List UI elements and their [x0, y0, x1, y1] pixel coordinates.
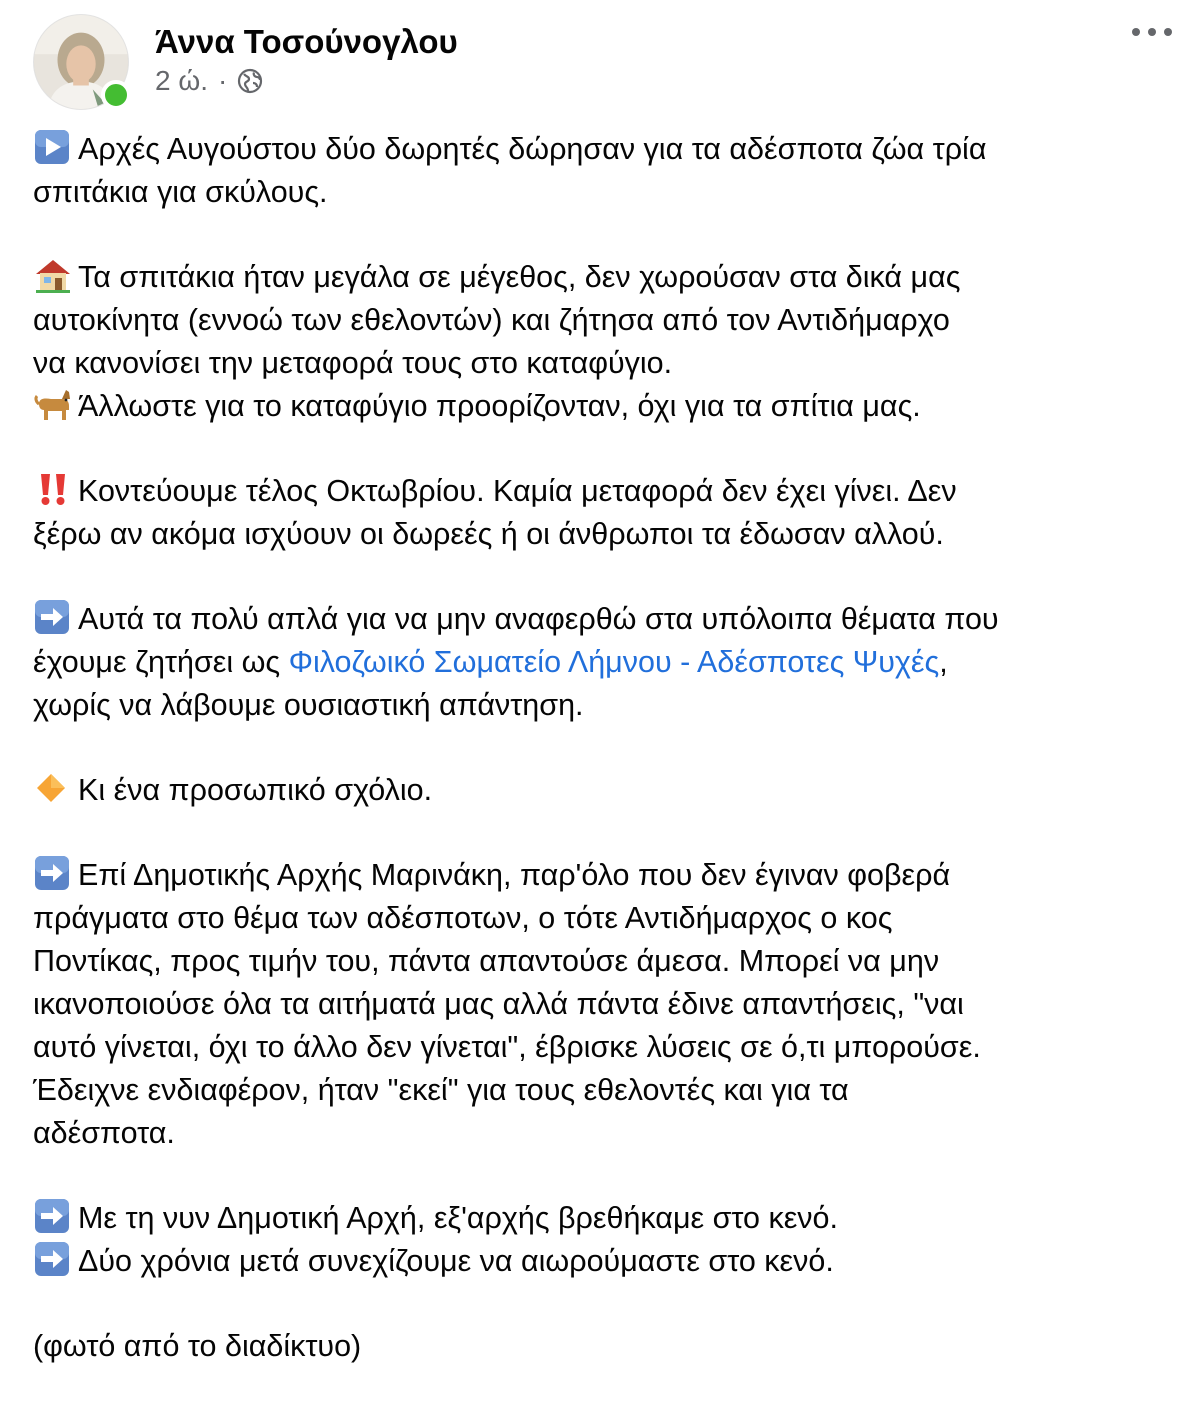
text-line: Κοντεύουμε τέλος Οκτωβρίου. Καμία μεταφορά δεν έχει γίνει. Δεν [33, 470, 1183, 513]
right-arrow-icon [33, 599, 73, 635]
text-line: ικανοποιούσε όλα τα αιτήματά μας αλλά πάντα έδινε απαντήσεις, "ναι [33, 987, 964, 1021]
text-line: χωρίς να λάβουμε ουσιαστική απάντηση. [33, 688, 584, 722]
more-dot [1164, 28, 1172, 36]
text-line: Έδειχνε ενδιαφέρον, ήταν "εκεί" για τους εθελοντές και για τα [33, 1073, 849, 1107]
paragraph-5 [33, 769, 1183, 812]
globe-icon[interactable] [237, 68, 263, 94]
text-line: Τα σπιτάκια ήταν μεγάλα σε μέγεθος, δεν χωρούσαν στα δικά μας [33, 256, 1183, 299]
right-arrow-icon [33, 1198, 73, 1234]
text-line: Επί Δημοτικής Αρχής Μαρινάκη, παρ'όλο που δεν έγιναν φοβερά [33, 854, 1183, 897]
text-line: Δύο χρόνια μετά συνεχίζουμε να αιωρούμαστε στο κενό. [33, 1240, 1183, 1283]
right-arrow-icon [33, 1241, 73, 1277]
text-line: αδέσποτα. [33, 1116, 175, 1150]
text-line: Αρχές Αυγούστου δύο δωρητές δώρησαν για τα αδέσποτα ζώα τρία [33, 128, 1183, 171]
post-time[interactable]: 2 ώ. [155, 65, 208, 96]
paragraph-3 [33, 470, 1183, 556]
text-line: Αυτά τα πολύ απλά για να μην αναφερθώ στα υπόλοιπα θέματα που [33, 598, 1183, 641]
text-line: Με τη νυν Δημοτική Αρχή, εξ'αρχής βρεθήκαμε στο κενό. [33, 1197, 1183, 1240]
page-mention-link[interactable]: Φιλοζωικό Σωματείο Λήμνου - Αδέσποτες Ψυχές [288, 645, 940, 679]
more-options-icon[interactable] [1132, 20, 1172, 44]
text-line: αυτό γίνεται, όχι το άλλο δεν γίνεται", έβρισκε λύσεις σε ό,τι μπορούσε. [33, 1030, 981, 1064]
post-text [33, 128, 1183, 1410]
paragraph-6 [33, 854, 1183, 1155]
paragraph-1 [33, 128, 1183, 214]
right-arrow-icon [33, 855, 73, 891]
house-icon [33, 257, 73, 293]
text-line: Κι ένα προσωπικό σχόλιο. [33, 769, 1183, 812]
paragraph-7 [33, 1197, 1183, 1283]
text-line: ξέρω αν ακόμα ισχύουν οι δωρεές ή οι άνθρωποι τα έδωσαν αλλού. [33, 517, 944, 551]
paragraph-8 [33, 1325, 1183, 1368]
text-line: Άλλωστε για το καταφύγιο προορίζονταν, όχι για τα σπίτια μας. [33, 385, 1183, 428]
orange-diamond-icon [33, 770, 73, 806]
play-button-icon [33, 129, 73, 165]
text-line: σπιτάκια για σκύλους. [33, 175, 328, 209]
post-header [0, 0, 1192, 120]
text-line: έχουμε ζητήσει ως Φιλοζωικό Σωματείο Λήμνου - Αδέσποτες Ψυχές, [33, 645, 948, 679]
more-dot [1132, 28, 1140, 36]
paragraph-2 [33, 256, 1183, 428]
text-line: (φωτό από το διαδίκτυο) [33, 1329, 362, 1363]
post-meta [155, 64, 263, 98]
text-line: πράγματα στο θέμα των αδέσποτων, ο τότε Αντιδήμαρχος ο κος [33, 901, 893, 935]
author-name[interactable]: Άννα Τοσούνογλου [155, 23, 458, 60]
paragraph-4 [33, 598, 1183, 727]
more-dot [1148, 28, 1156, 36]
online-status-indicator [101, 80, 131, 110]
dog-icon [33, 386, 73, 422]
double-exclamation-icon [33, 471, 73, 507]
meta-separator: · [218, 65, 228, 96]
text-line: αυτοκίνητα (εννοώ των εθελοντών) και ζήτησα από τον Αντιδήμαρχο [33, 303, 950, 337]
text-line: να κανονίσει την μεταφορά τους στο καταφύγιο. [33, 346, 673, 380]
text-line: Ποντίκας, προς τιμήν του, πάντα απαντούσε άμεσα. Μπορεί να μην [33, 944, 940, 978]
